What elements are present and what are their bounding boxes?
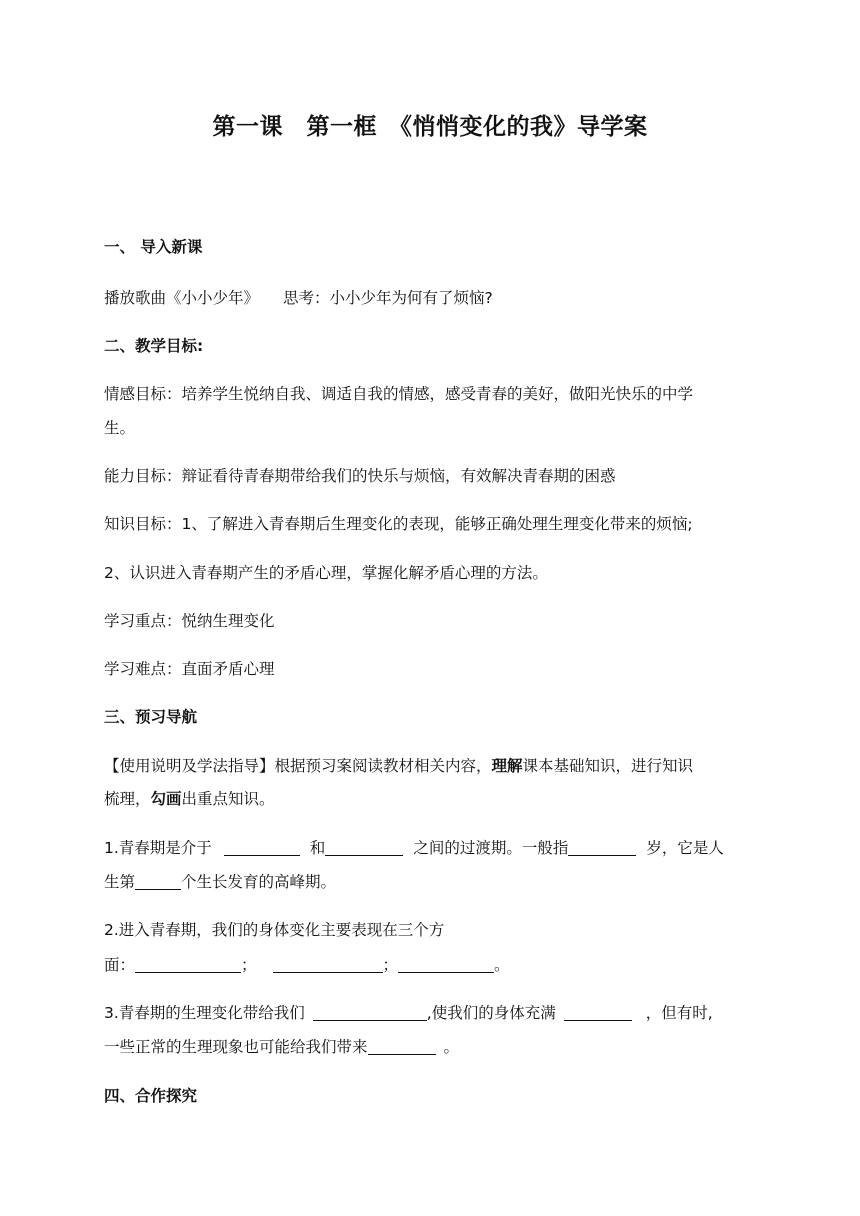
fill-blank[interactable] [135, 955, 241, 973]
q1-text: 和 [309, 839, 326, 857]
fill-blank[interactable] [398, 955, 494, 973]
emotion-goal-line2: 生。 [104, 419, 136, 437]
guide-line1 [104, 755, 764, 777]
q3-text: 一些正常的生理现象也可能给我们带来 [104, 1038, 368, 1056]
q1-text: 岁，它是人 [646, 839, 724, 857]
fill-blank[interactable] [568, 838, 636, 856]
difficult-point: 学习难点：直面矛盾心理 [104, 660, 275, 678]
ability-goal: 能力目标：辩证看待青春期带给我们的快乐与烦恼，有效解决青春期的困惑 [104, 467, 616, 485]
fill-blank[interactable] [273, 955, 383, 973]
section-heading-preview: 三、预习导航 [104, 708, 198, 726]
question-2-line1: 2.进入青春期，我们的身体变化主要表现在三个方 [104, 921, 445, 939]
q2-text: 。 [494, 956, 510, 974]
guide-text: 出重点知识。 [181, 790, 275, 808]
q3-text: 。 [443, 1038, 460, 1056]
think-text: 思考：小小少年为何有了烦恼? [283, 289, 493, 307]
fill-blank[interactable] [135, 872, 181, 890]
fill-blank[interactable] [564, 1003, 632, 1021]
guide-bold-understand: 理解 [491, 757, 523, 775]
fill-blank[interactable] [224, 838, 300, 856]
q1-text: 生第 [104, 873, 136, 891]
guide-bold-mark: 勾画 [150, 790, 182, 808]
guide-text: 梳理， [104, 790, 151, 808]
emotion-goal-line1: 情感目标：培养学生悦纳自我、调适自我的情感，感受青春的美好，做阳光快乐的中学 [104, 385, 694, 403]
q3-text: ，但有时, [645, 1004, 713, 1022]
q2-text: 面： [104, 956, 136, 974]
question-3-line2 [104, 1036, 764, 1058]
q1-text: 1.青春期是介于 [104, 839, 212, 857]
q1-text: 之间的过渡期。一般指 [413, 839, 569, 857]
intro-line [104, 287, 764, 309]
key-point: 学习重点：悦纳生理变化 [104, 612, 275, 630]
page-title: 第一课 第一框 《悄悄变化的我》导学案 [212, 114, 648, 140]
section-heading-explore: 四、合作探究 [104, 1087, 198, 1105]
fill-blank[interactable] [368, 1037, 436, 1055]
fill-blank[interactable] [325, 838, 403, 856]
section-heading-goals: 二、教学目标: [104, 337, 204, 355]
fill-blank[interactable] [313, 1003, 427, 1021]
q1-text: 个生长发育的高峰期。 [181, 873, 337, 891]
song-text: 播放歌曲《小小少年》 [104, 289, 260, 307]
guide-line2 [104, 788, 764, 810]
knowledge-goal-line1: 知识目标：1、了解进入青春期后生理变化的表现，能够正确处理生理变化带来的烦恼; [104, 515, 693, 533]
knowledge-goal-line2: 2、认识进入青春期产生的矛盾心理，掌握化解矛盾心理的方法。 [104, 564, 548, 582]
guide-text: 课本基础知识，进行知识 [522, 757, 694, 775]
q2-text: ； [382, 956, 399, 974]
q3-text: 3.青春期的生理变化带给我们 [104, 1004, 305, 1022]
question-1-line1 [104, 837, 764, 859]
question-1-line2 [104, 871, 764, 893]
guide-text: 【使用说明及学法指导】根据预习案阅读教材相关内容， [104, 757, 492, 775]
q3-text: ,使我们的身体充满 [426, 1004, 556, 1022]
section-heading-intro: 一、 导入新课 [104, 238, 203, 256]
question-2-line2 [104, 954, 764, 976]
question-3-line1 [104, 1002, 764, 1024]
q2-text: ； [241, 956, 257, 974]
